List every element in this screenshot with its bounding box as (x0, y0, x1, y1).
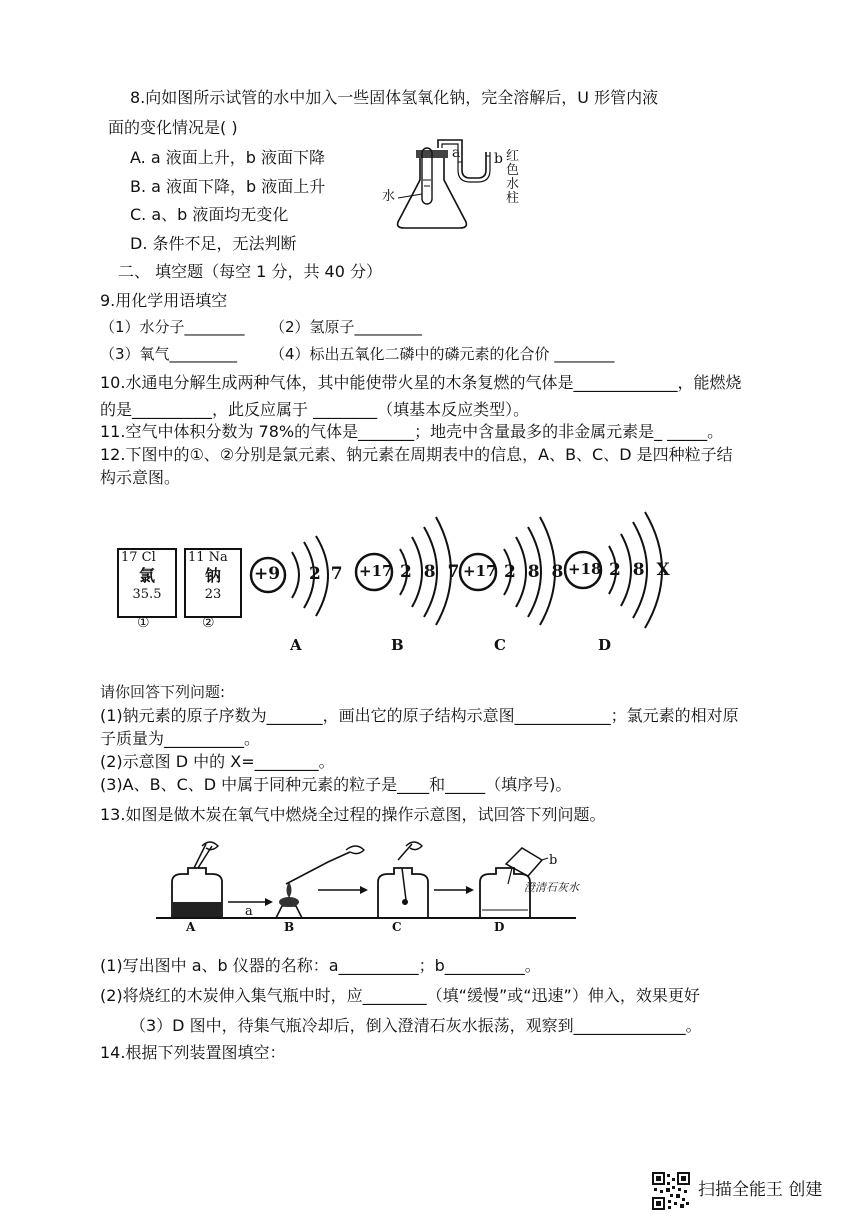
q8-option-d: D. 条件不足，无法判断 (130, 234, 297, 253)
atom-a-electrons: 2 7 (309, 564, 345, 584)
q12-sub1-line2: 子质量为__________。 (100, 729, 261, 748)
q12-line1: 12.下图中的①、②分别是氯元素、钠元素在周期表中的信息，A、B、C、D 是四种粒子结 (100, 445, 733, 464)
q8-option-c: C. a、b 液面均无变化 (130, 205, 289, 224)
q10-line2: 的是__________，此反应属于 ________（填基本反应类型）。 (100, 400, 530, 419)
q9-part3: （3）氧气_________ (100, 345, 238, 363)
cell-number-symbol: 17 Cl (121, 550, 156, 565)
cell-mark-2: ② (202, 615, 215, 631)
atom-c-nucleus: +17 (463, 562, 497, 580)
red-col-char: 色 (506, 163, 520, 178)
red-col-char: 柱 (506, 191, 520, 206)
red-col-char: 红 (506, 149, 520, 164)
q13-label-a: a (245, 904, 253, 919)
q12-sub2: (2)示意图 D 中的 X=________。 (100, 752, 335, 771)
atom-c-electrons: 2 8 8 (504, 562, 567, 582)
cell-element-name: 氯 (138, 566, 155, 585)
q9-part4: （4）标出五氧化二磷中的磷元素的化合价 ________ (270, 345, 615, 363)
q8-label-water: 水 (382, 189, 396, 204)
q9-part1: （1）水分子________ (100, 318, 245, 336)
q13-fig-label-c: C (392, 920, 402, 934)
q14-stem: 14.根据下列装置图填空： (100, 1043, 286, 1062)
atom-b-nucleus: +17 (359, 562, 393, 580)
q13-limewater-label: 澄清石灰水 (524, 881, 579, 894)
q10-line1: 10.水通电分解生成两种气体，其中能使带火星的木条复燃的气体是_____________，能燃烧 (100, 373, 742, 392)
q13-fig-label-b: B (284, 920, 295, 934)
cell-mark-1: ① (137, 615, 150, 631)
q8-label-red-column (506, 150, 520, 206)
q13-sub1: (1)写出图中 a、b 仪器的名称：a__________；b__________。 (100, 956, 541, 975)
cell-mass: 23 (204, 587, 222, 602)
cell-element-name: 钠 (204, 566, 221, 585)
q8-option-b: B. a 液面下降，b 液面上升 (130, 177, 326, 196)
qr-code-icon (652, 1172, 690, 1210)
cell-mass: 35.5 (132, 587, 162, 602)
atom-a-nucleus: +9 (254, 564, 281, 584)
atom-a-label: A (290, 636, 302, 654)
atom-b-label: B (391, 636, 404, 654)
q12-sub3: (3)A、B、C、D 中属于同种元素的粒子是____和_____（填序号)。 (100, 775, 572, 794)
q13-fig-label-a: A (186, 920, 196, 934)
scanner-watermark: 扫描全能王 创建 (698, 1180, 823, 1200)
atom-d-electrons: 2 8 X (609, 560, 673, 580)
q8-label-b: b (494, 151, 503, 167)
q13-experiment-figure (150, 840, 580, 930)
atom-c-label: C (494, 636, 506, 654)
cell-number-symbol: 11 Na (188, 550, 228, 565)
q11-text: 11.空气中体积分数为 78%的气体是_______；地壳中含量最多的非金属元素是_ _____。 (100, 422, 724, 441)
q12-line2: 构示意图。 (100, 468, 181, 487)
q12-sub1-line1: (1)钠元素的原子序数为_______，画出它的原子结构示意图____________；氯元素的相对原 (100, 706, 739, 725)
q12-ask: 请你回答下列问题: (100, 683, 226, 701)
section-2-heading: 二、 填空题（每空 1 分，共 40 分） (118, 262, 382, 281)
q13-fig-label-d: D (494, 920, 505, 934)
q13-sub3: （3）D 图中，待集气瓶冷却后，倒入澄清石灰水振荡，观察到______________。 (130, 1016, 702, 1035)
q13-label-b: b (549, 853, 558, 868)
q8-option-a: A. a 液面上升，b 液面下降 (130, 148, 325, 167)
q8-stem-line1: 8.向如图所示试管的水中加入一些固体氢氧化钠，完全溶解后，U 形管内液 (130, 88, 659, 107)
q13-sub2: (2)将烧红的木炭伸入集气瓶中时，应________（填“缓慢”或“迅速”）伸入，效果更好 (100, 986, 700, 1005)
atom-d-nucleus: +18 (568, 560, 602, 578)
q9-stem: 9.用化学用语填空 (100, 291, 228, 310)
periodic-cell-sodium (184, 548, 242, 618)
red-col-char: 水 (506, 177, 520, 192)
periodic-cell-chlorine (117, 548, 177, 618)
q13-stem: 13.如图是做木炭在氧气中燃烧全过程的操作示意图，试回答下列问题。 (100, 805, 606, 824)
atom-d-label: D (598, 636, 612, 654)
atom-b-electrons: 2 8 7 (400, 562, 463, 582)
q8-label-a: a (452, 145, 461, 161)
q9-part2: （2）氢原子_________ (270, 318, 423, 336)
q8-stem-line2: 面的变化情况是( ) (108, 118, 238, 137)
